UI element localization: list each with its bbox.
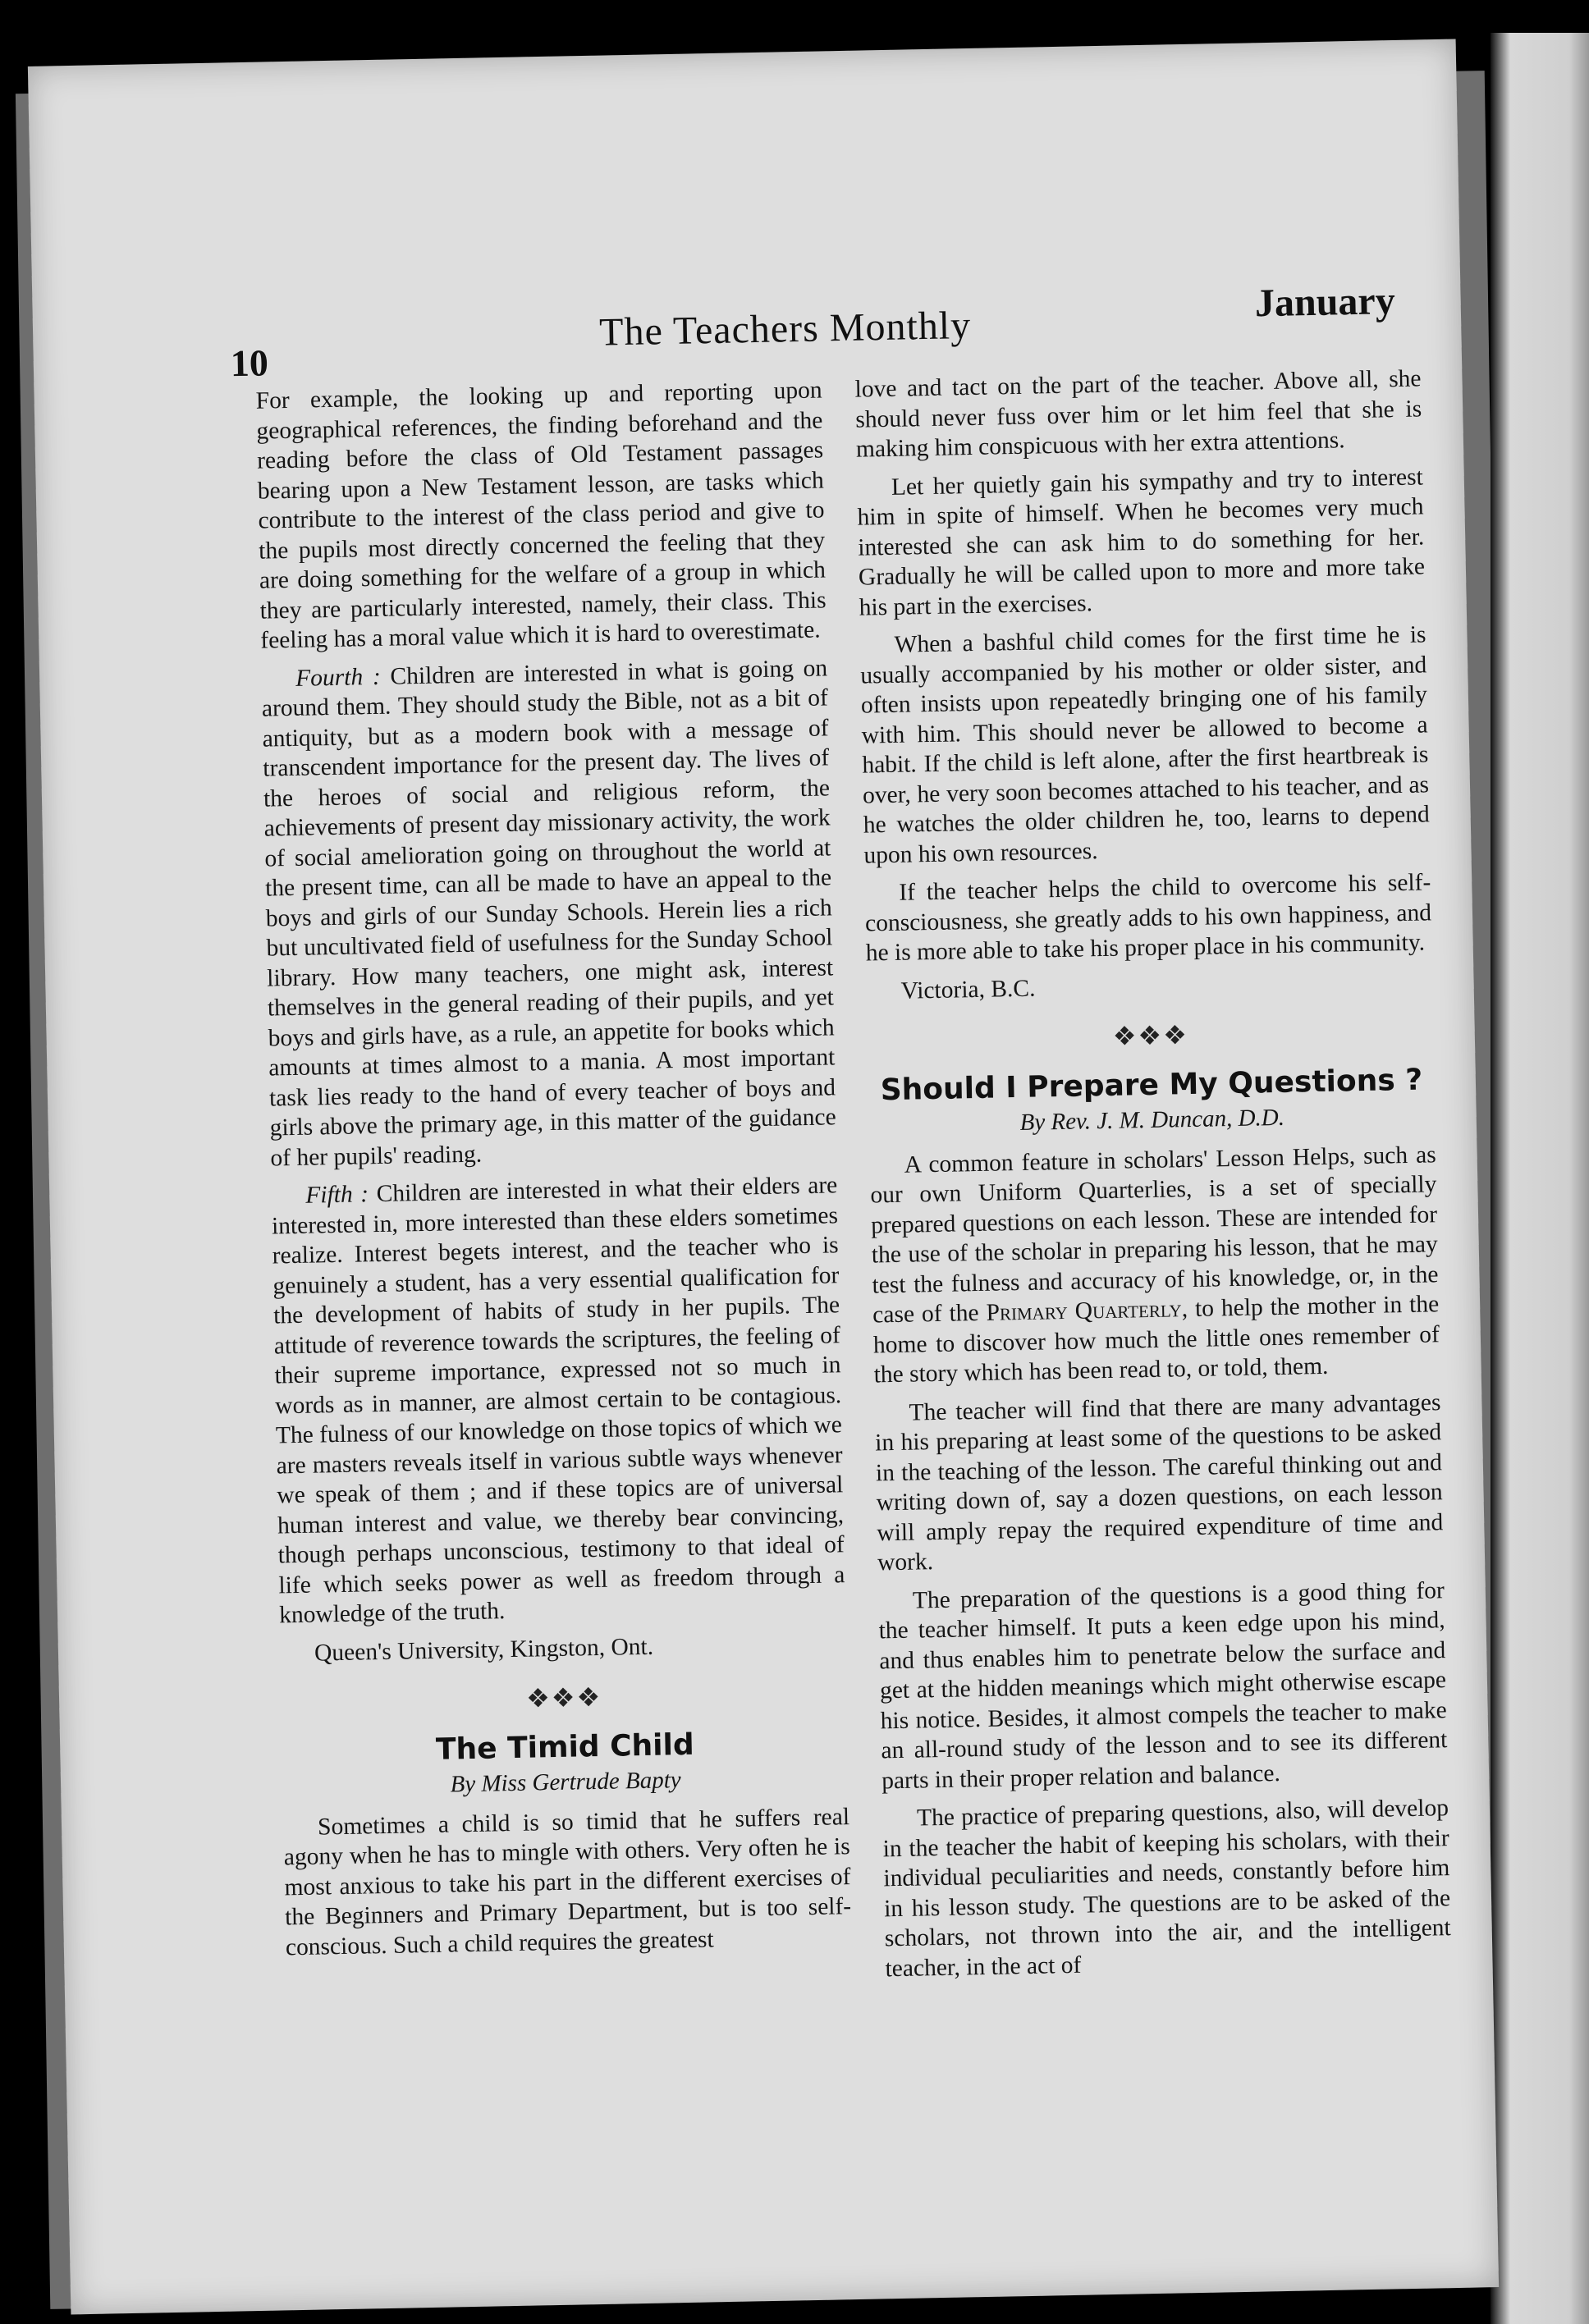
paragraph: If the teacher helps the child to overcome his self-consciousness, she greatly adds to his own happiness, and he is more able to take his proper place in his community. <box>864 869 1432 967</box>
left-column <box>255 375 852 1970</box>
paragraph: The teacher will find that there are many advantages in his preparing at least some of the questions to be asked in the teaching of the lesson. The careful thinking out and writing down of, say a dozen questions, on each lesson will amply repay the required expenditure of time and work. <box>874 1388 1444 1576</box>
text-run: , to help the mother in the home to discover how much the little ones remember of the story which has been read to, or told, them. <box>872 1291 1440 1388</box>
fifth-lead: Fifth : <box>305 1181 369 1209</box>
adjacent-page-edge <box>1491 33 1589 2324</box>
paragraph: Let her quietly gain his sympathy and try to interest him in spite of himself. When he becomes very much interested she can ask him to do something for her. Gradually he will be called upon to more and more take his part in the exercises. <box>857 463 1426 621</box>
right-column <box>854 364 1452 1992</box>
text-run: A common feature in scholars' Lesson Helps, such as our own Uniform Quarterlies, is a set of specially prepared questions on each lesson. These are intended for the use of the scholar in preparing his lesson, that he may test the fulness and accuracy of his knowledge, or, in the case of the <box>870 1141 1439 1329</box>
byline: By Miss Gertrude Bapty <box>450 1767 681 1798</box>
article-title: Should I Prepare My Questions ? <box>880 1063 1423 1107</box>
paragraph: The preparation of the questions is a good thing for the teacher himself. It puts a keen edge upon his mind, and thus enables him to penetrate below the surface and get at the hidden meanings which might otherwise escape his notice. Besides, it almost compels the teacher to make an all-round study of the lesson and to see its different parts in their proper relation and balance. <box>878 1576 1448 1794</box>
section-ornament: ❖❖❖ <box>1112 1020 1189 1051</box>
paragraph-fourth <box>261 653 837 1173</box>
primary-quarterly: Primary Quarterly <box>986 1296 1182 1326</box>
running-title: The Teachers Monthly <box>598 303 972 355</box>
paragraph: When a bashful child comes for the first time he is usually accompanied by his mother or older sister, and often insists upon repeatedly bringing one of his family with him. This should never be allowed to become a habit. If the child is left alone, after the first heartbreak is over, he very soon becomes attached to his teacher, and as he watches the older children he, too, learns to depend upon his own resources. <box>859 621 1430 869</box>
byline: By Rev. J. M. Duncan, D.D. <box>1019 1104 1285 1136</box>
section-ornament: ❖❖❖ <box>525 1681 602 1713</box>
page-number: 10 <box>230 341 269 385</box>
fourth-body: Children are interested in what is going on around them. They should study the Bible, not as a bit of antiquity, but as a modern book with a message of transcendent importance for the present day. The lives of the heroes of social and religious reform, the achievements of present day missionary activity, the work of social amelioration going on throughout the world at the present time, can all be made to have an appeal to the boys and girls of our Sunday Schools. Herein lies a rich but uncultivated field of usefulness for the Sunday School library. How many teachers, one might ask, interest themselves in the general reading of their pupils, and yet boys and girls have, as a rule, an appetite for books which amounts at times almost to a mania. A most important task lies ready to the hand of every teacher of boys and girls above the primary age, in this matter of the guidance of her pupils' reading. <box>261 654 836 1172</box>
paragraph: love and tact on the part of the teacher. Above all, she should never fuss over him or let him feel that she is making him conspicuous with her extra attentions. <box>854 365 1422 463</box>
issue-month: January <box>1254 279 1396 326</box>
paragraph-fifth <box>271 1170 845 1631</box>
paragraph: The practice of preparing questions, also, will develop in the teacher the habit of keeping his scholars, with their individual peculiarities and needs, constantly before him in his lesson study. The questions are to be asked of the scholars, not thrown into the air, and the intelligent teacher, in the act of <box>882 1795 1452 1982</box>
paragraph <box>869 1140 1440 1390</box>
article-title: The Timid Child <box>435 1727 695 1767</box>
signature: Queen's University, Kingston, Ont. <box>314 1633 654 1667</box>
fourth-lead: Fourth : <box>295 663 382 692</box>
paragraph: Sometimes a child is so timid that he suffers real agony when he has to mingle with others. Very often he is most anxious to take his part in the different exercises of the Beginners and Primary Department, but is too self-conscious. Such a child requires the greatest <box>283 1803 852 1960</box>
magazine-page <box>28 39 1499 2315</box>
fifth-body: Children are interested in what their elders are interested in, more interested than these elders sometimes realize. Interest begets interest, and the teacher who is genuinely a student, has a very essential qualification for the development of habits of study in her pupils. The attitude of reverence towards the scriptures, the feeling of their supreme importance, expressed not so much in words as in manner, are almost certain to be contagious. The fulness of our knowledge on those topics of which we are masters reveals itself in various subtle ways whenever we speak of them ; and if these topics are of universal human interest and value, we thereby bear convincing, though perhaps unconscious, testimony to that ideal of life which seeks power as well as freedom through a knowledge of the truth. <box>271 1172 845 1629</box>
paragraph: For example, the looking up and reporting upon geographical references, the finding beforehand and the reading before the class of Old Testament passages bearing upon a New Testament lesson, are tasks which contribute to the interest of the class period and give to the pupils most directly concerned the feeling that they are doing something for the welfare of a group in which they are particularly interested, namely, their class. This feeling has a moral value which it is hard to overestimate. <box>255 377 827 654</box>
signature: Victoria, B.C. <box>900 975 1036 1004</box>
